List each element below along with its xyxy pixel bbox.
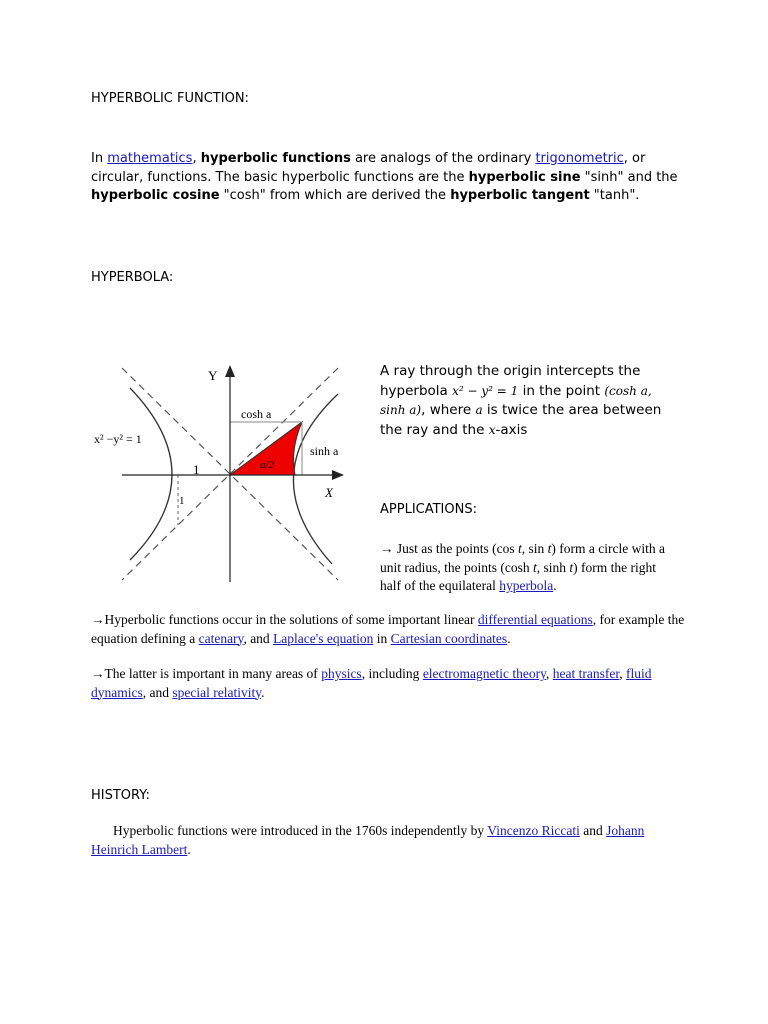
app-var: t — [547, 541, 552, 556]
label-half-area: a/2 — [260, 459, 275, 471]
link-trigonometric[interactable]: trigonometric — [535, 151, 624, 166]
app-text: , — [546, 666, 553, 681]
app-text: , and — [243, 630, 274, 646]
label-sinh: sinh a — [310, 444, 339, 458]
applications-paragraph-2 — [91, 611, 686, 648]
app-text: , for example the equation defining a — [91, 612, 685, 646]
link-cartesian-coordinates[interactable]: Cartesian coordinates — [390, 630, 508, 646]
label-y: Y — [208, 368, 218, 383]
intro-text: , — [192, 151, 201, 166]
app-text: The latter is important in many areas of — [104, 666, 322, 681]
history-text: Hyperbolic functions were introduced in the 1760s independently by — [113, 823, 488, 838]
label-cosh: cosh a — [241, 407, 272, 421]
caption-point: (cosh a, sinh a) — [380, 383, 652, 417]
arrow-icon: → — [91, 612, 105, 627]
heading-applications: APPLICATIONS: — [380, 502, 477, 517]
app-text: , sinh — [536, 559, 570, 575]
intro-paragraph — [91, 150, 681, 206]
hyperbola-right-branch — [293, 394, 338, 564]
applications-paragraph-3 — [91, 665, 686, 702]
app-text: Hyperbolic functions occur in the solutions of some important linear — [104, 612, 478, 627]
label-x: X — [325, 485, 333, 500]
label-one-right: 1 — [179, 495, 185, 507]
heading-history: HISTORY: — [91, 788, 150, 803]
caption-text: A ray through the origin intercepts the hyperbola — [380, 363, 641, 399]
arrow-icon: → — [380, 541, 394, 556]
link-physics[interactable]: physics — [321, 666, 362, 681]
history-paragraph — [91, 822, 686, 859]
intro-text: , or circular, functions. The basic hyperbolic functions are the — [91, 151, 646, 185]
app-text: , including — [361, 666, 423, 681]
link-vincenzo-riccati[interactable]: Vincenzo Riccati — [487, 823, 580, 838]
intro-text: In — [91, 151, 108, 166]
app-text: Just as the points (cos — [393, 541, 518, 556]
hyperbola-left-branch — [130, 388, 172, 560]
link-laplace-equation[interactable]: Laplace's equation — [273, 630, 374, 646]
app-text: . — [507, 630, 511, 646]
app-text: ) form a circle with a unit radius, the points (cosh — [380, 541, 665, 575]
applications-paragraph-1 — [380, 540, 680, 596]
caption-text: -axis — [495, 421, 528, 438]
app-text: ) form the right half of the equilateral — [380, 559, 657, 593]
y-axis-arrow-icon — [225, 365, 235, 377]
link-heat-transfer[interactable]: heat transfer — [552, 666, 620, 681]
caption-text: is twice the area between the ray and the — [380, 402, 662, 438]
app-text: . — [261, 684, 265, 700]
link-hyperbola[interactable]: hyperbola — [499, 578, 554, 593]
link-electromagnetic-theory[interactable]: electromagnetic theory — [422, 666, 546, 681]
hyperbola-figure — [90, 360, 362, 592]
app-var: t — [532, 559, 537, 575]
history-text: and — [579, 823, 607, 838]
bold-hyperbolic-tangent: hyperbolic tangent — [450, 188, 590, 203]
figure-caption — [380, 362, 680, 440]
intro-text: "sinh" and the — [580, 169, 678, 185]
link-johann-heinrich-lambert[interactable]: Johann Heinrich Lambert — [91, 823, 645, 857]
app-var: t — [518, 541, 522, 556]
bold-hyperbolic-cosine: hyperbolic cosine — [91, 188, 220, 203]
bold-hyperbolic-functions: hyperbolic functions — [200, 151, 351, 166]
x-axis-arrow-icon — [332, 470, 344, 480]
app-text: , — [619, 666, 627, 681]
link-special-relativity[interactable]: special relativity — [172, 684, 262, 700]
app-text: , and — [142, 684, 173, 700]
history-text: . — [187, 841, 191, 857]
link-differential-equations[interactable]: differential equations — [477, 612, 593, 627]
intro-text: are analogs of the ordinary — [350, 151, 536, 166]
heading-hyperbolic-function: HYPERBOLIC FUNCTION: — [91, 91, 249, 106]
link-fluid-dynamics[interactable]: fluid dynamics — [91, 666, 652, 700]
link-mathematics[interactable]: mathematics — [107, 151, 193, 166]
heading-hyperbola: HYPERBOLA: — [91, 270, 174, 285]
caption-variable: x — [488, 422, 496, 437]
caption-equation: x² − y² = 1 — [452, 383, 519, 398]
arrow-icon: → — [91, 666, 105, 681]
label-one-left: 1 — [193, 462, 200, 477]
app-text: , sin — [521, 541, 548, 556]
caption-text: in the point — [518, 382, 605, 399]
app-text: in — [373, 630, 391, 646]
intro-text: "tanh". — [589, 188, 640, 203]
label-equation: x² −y² = 1 — [94, 432, 142, 446]
bold-hyperbolic-sine: hyperbolic sine — [468, 169, 581, 185]
caption-text: , where — [421, 402, 476, 418]
intro-text: "cosh" from which are derived the — [219, 188, 451, 203]
app-text: . — [553, 578, 557, 593]
caption-variable: a — [475, 403, 483, 417]
app-var: t — [569, 559, 574, 575]
link-catenary[interactable]: catenary — [198, 630, 244, 646]
